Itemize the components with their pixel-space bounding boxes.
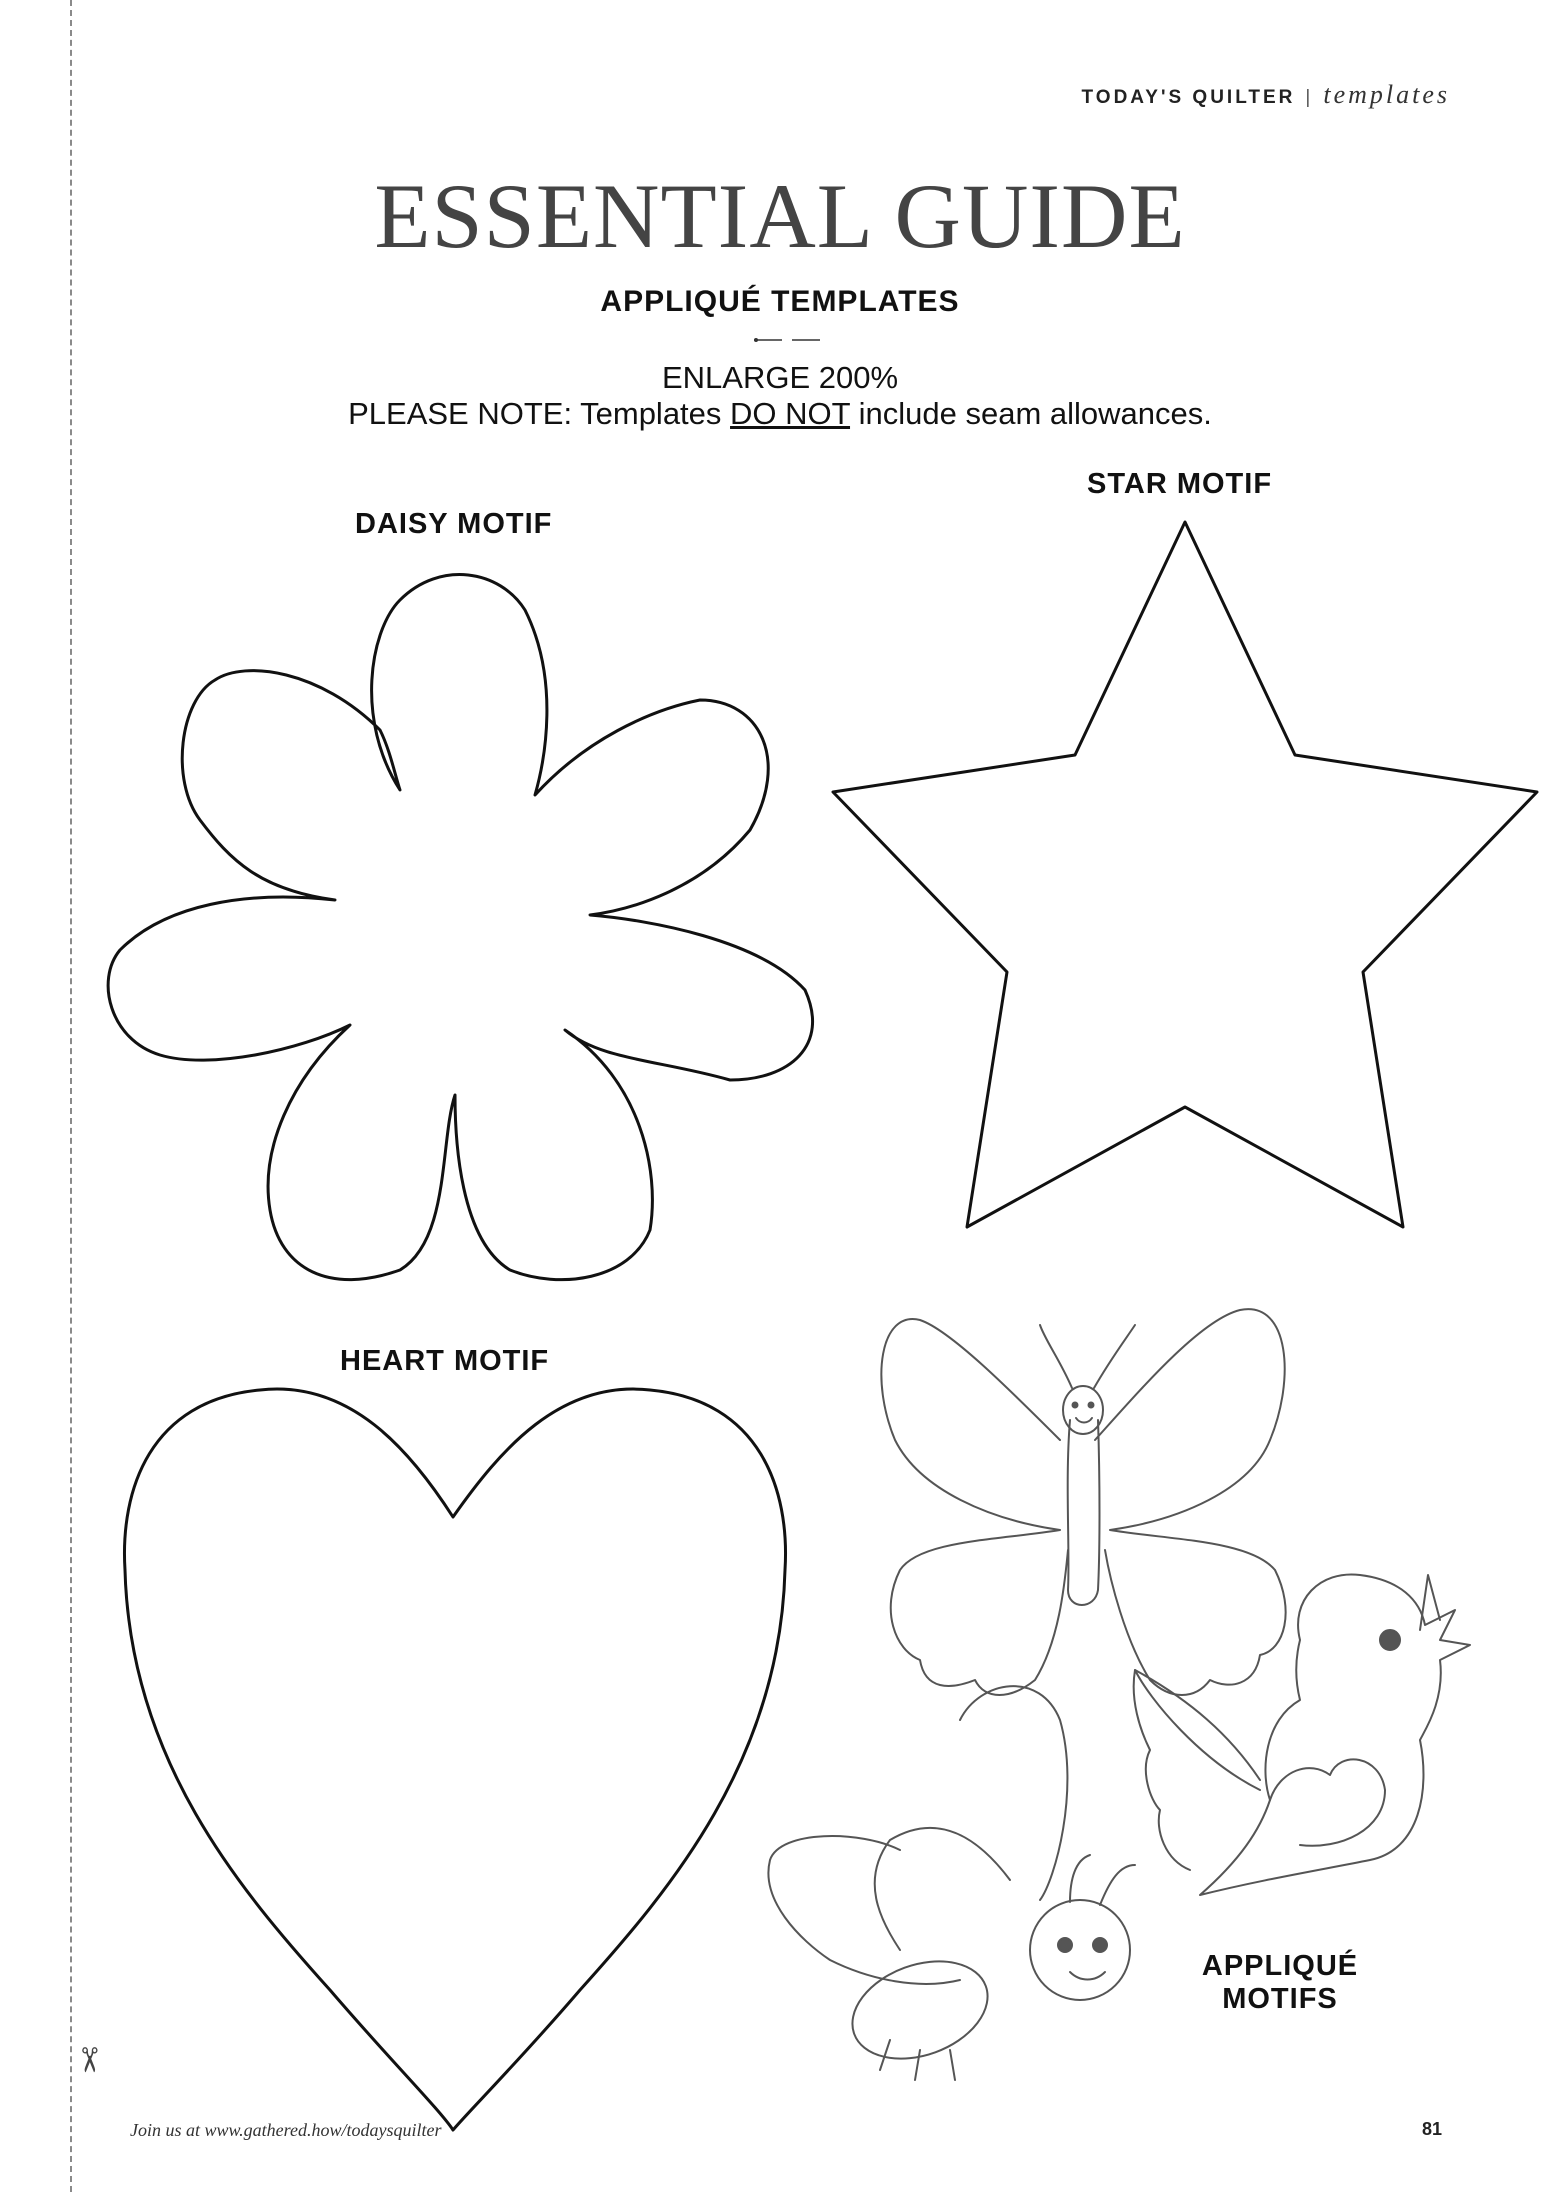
scissors-icon: ✂: [68, 2045, 109, 2075]
daisy-template: [108, 575, 812, 1280]
note-emphasis: DO NOT: [730, 396, 851, 431]
motifs-label-line2: MOTIFS: [1222, 1983, 1338, 2015]
page-subtitle: APPLIQUÉ TEMPLATES: [600, 285, 960, 318]
enlarge-instruction: ENLARGE 200%: [661, 360, 899, 395]
bee-motif: [768, 1686, 1135, 2080]
heart-label: HEART MOTIF: [340, 1345, 550, 1377]
page-title: ESSENTIAL GUIDE: [374, 165, 1186, 267]
motifs-label-line1: APPLIQUÉ: [1201, 1950, 1359, 1982]
note-prefix: PLEASE NOTE: Templates: [348, 396, 731, 431]
header-separator: |: [1305, 87, 1314, 108]
page-number: 81: [1421, 2119, 1442, 2139]
star-template: [833, 522, 1537, 1227]
butterfly-motif: [881, 1309, 1285, 1695]
section-name: templates: [1323, 80, 1450, 109]
heart-template: [124, 1389, 785, 2130]
brand-name: TODAY'S QUILTER: [1081, 87, 1296, 108]
bird-motif: [1134, 1574, 1470, 1895]
note-suffix: include seam allowances.: [850, 396, 1212, 431]
daisy-label: DAISY MOTIF: [355, 508, 553, 540]
footer-url: Join us at www.gathered.how/todaysquilter: [130, 2120, 442, 2140]
star-label: STAR MOTIF: [1087, 468, 1273, 500]
